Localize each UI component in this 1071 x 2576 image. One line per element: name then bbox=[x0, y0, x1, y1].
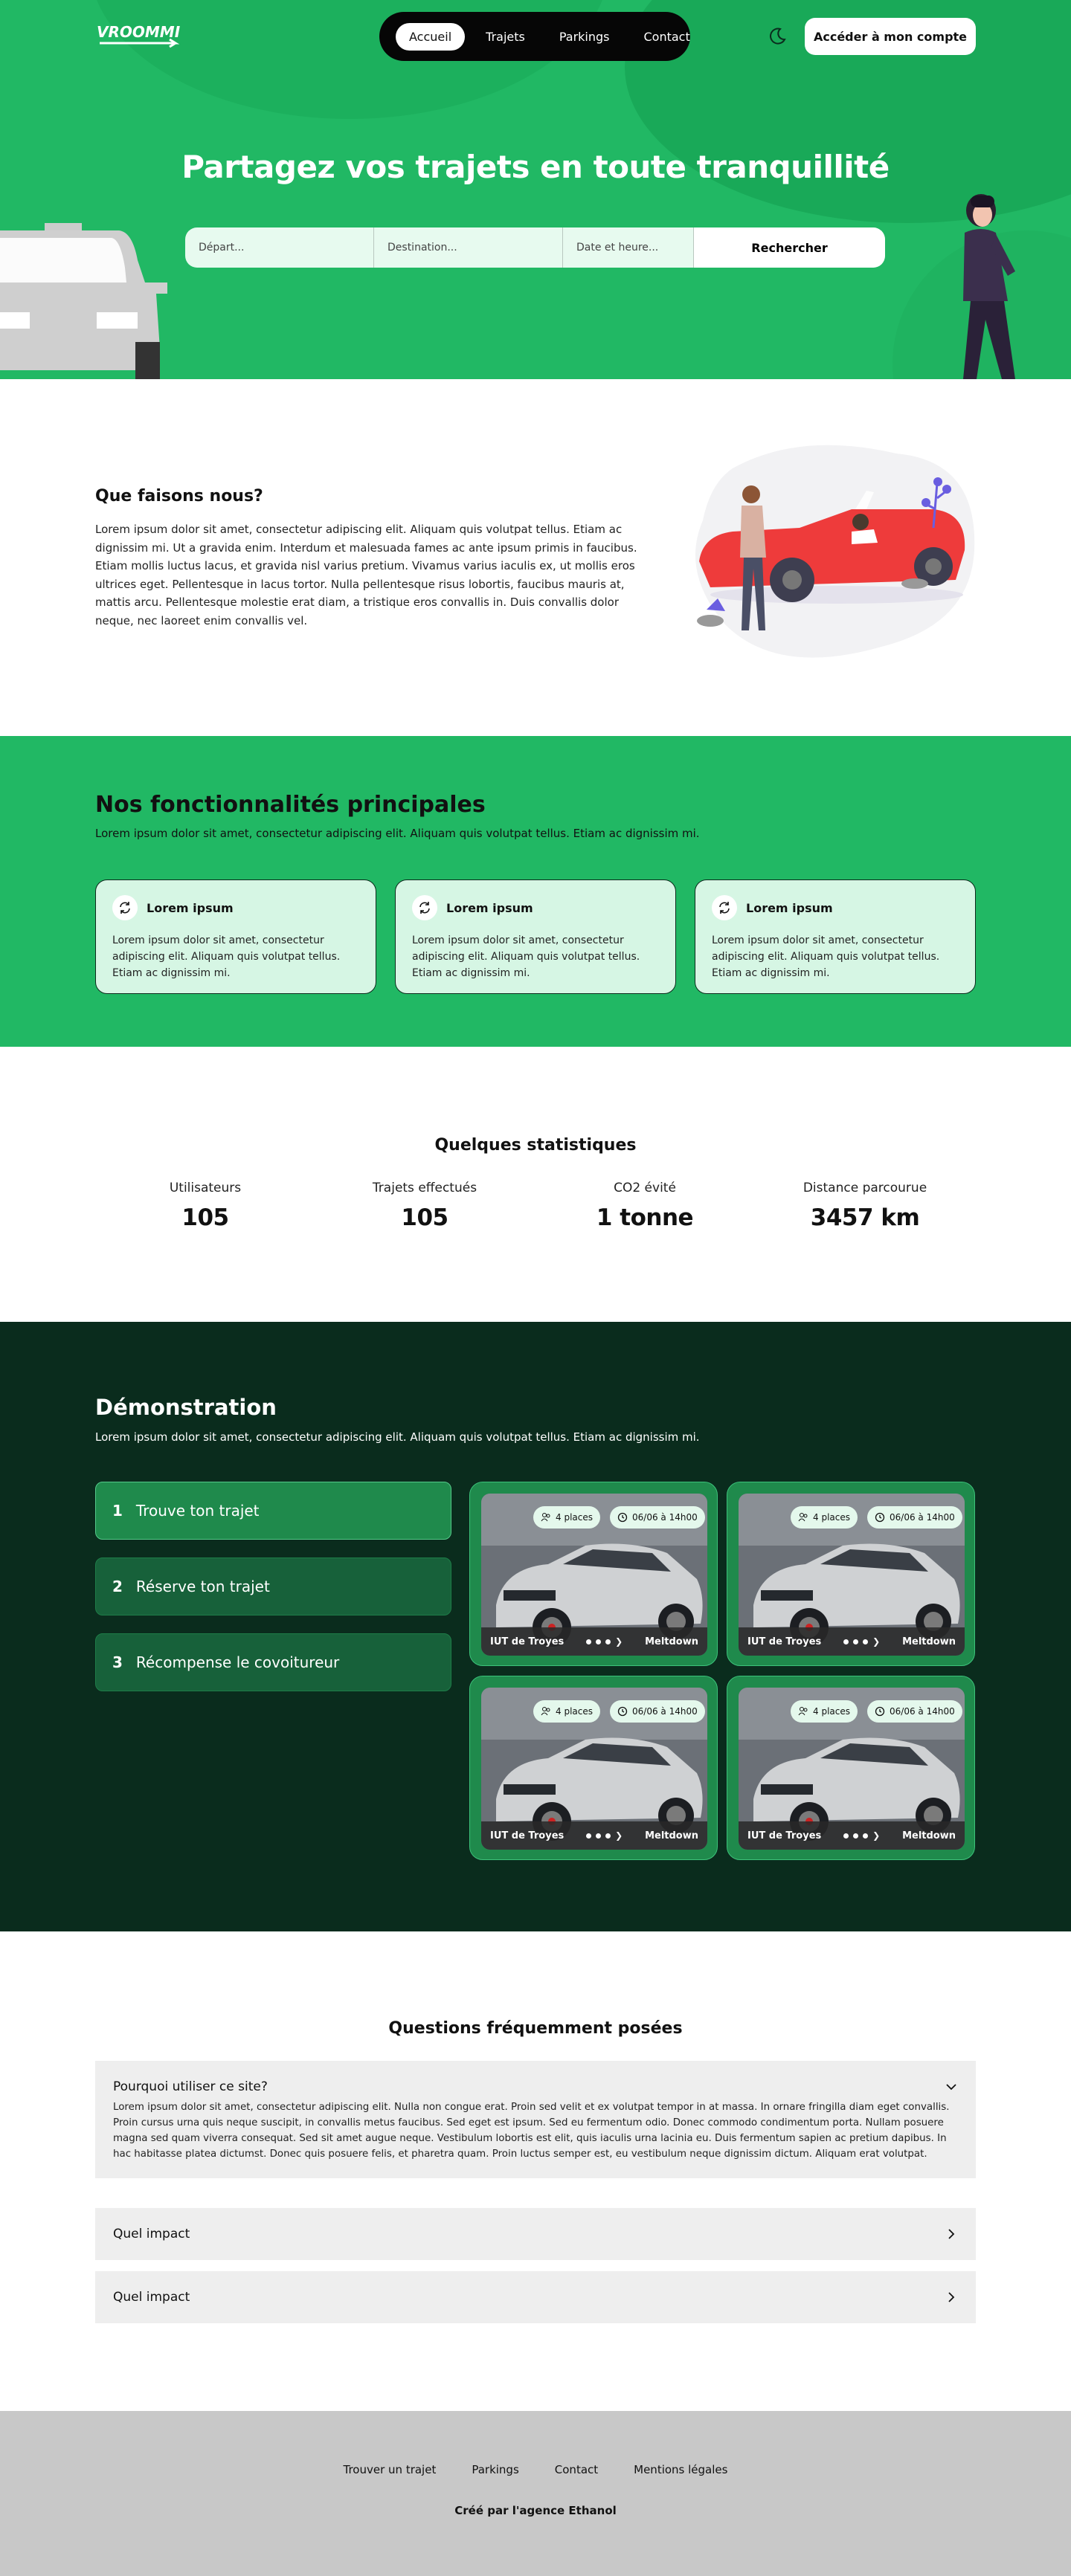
faq-item bbox=[95, 2208, 976, 2260]
route-dots-icon: ❯ bbox=[843, 1636, 880, 1647]
convertible-illustration bbox=[688, 439, 978, 669]
feature-card bbox=[695, 879, 976, 994]
faq-question-text: Quel impact bbox=[113, 2290, 190, 2305]
nav-contact[interactable]: Contact bbox=[643, 29, 690, 44]
about-text: Lorem ipsum dolor sit amet, consectetur adipiscing elit. Aliquam quis volutpat tellus. Etiam ac dignissim mi. Ut a gravida enim. Interdum et malesuada fames ac ante ipsum primis in faucibus. Etiam mollis luctus lacus, et gravida nisl varius pretium. Vivamus varius iaculis ex, ut mollis eros ultrices eget. Pellentesque in lacus tortor. Nulla pellentesque risus lobortis, faucibus mauris at, mattis arcu. Pellentesque molestie erat diam, a tristique eros convallis in. Duis convallis dolor neque, nec laoreet enim convallis vel. bbox=[95, 523, 637, 627]
demo-step-2[interactable] bbox=[95, 1557, 451, 1615]
places-text: 4 places bbox=[813, 1706, 850, 1717]
users-icon bbox=[798, 1706, 808, 1717]
route-bar bbox=[481, 1627, 707, 1656]
feature-card-text: Lorem ipsum dolor sit amet, consectetur adipiscing elit. Aliquam quis volutpat tellus. Etiam ac dignissim mi. bbox=[412, 934, 640, 979]
stat-co2 bbox=[563, 1181, 727, 1231]
logo-text: VROOMMI bbox=[97, 23, 181, 41]
route-from: IUT de Troyes bbox=[747, 1830, 822, 1841]
demo-step-3[interactable] bbox=[95, 1633, 451, 1691]
users-icon bbox=[541, 1706, 551, 1717]
footer-link-parkings[interactable]: Parkings bbox=[472, 2463, 519, 2476]
datetime-badge bbox=[867, 1700, 962, 1723]
footer bbox=[0, 2411, 1071, 2576]
stat-value: 1 tonne bbox=[596, 1204, 694, 1231]
places-text: 4 places bbox=[813, 1512, 850, 1523]
trip-card[interactable] bbox=[469, 1482, 718, 1666]
faq-section bbox=[0, 1931, 1071, 2411]
places-badge bbox=[533, 1506, 600, 1529]
faq-question[interactable] bbox=[95, 2271, 976, 2323]
nav-parkings[interactable]: Parkings bbox=[559, 29, 610, 44]
route-to: Meltdown bbox=[902, 1636, 956, 1647]
route-from: IUT de Troyes bbox=[490, 1636, 565, 1647]
feature-card-text: Lorem ipsum dolor sit amet, consectetur adipiscing elit. Aliquam quis volutpat tellus. Etiam ac dignissim mi. bbox=[712, 934, 940, 979]
main-nav bbox=[379, 12, 690, 61]
stats-title: Quelques statistiques bbox=[434, 1136, 637, 1155]
about-title: Que faisons nous? bbox=[95, 487, 263, 506]
users-icon bbox=[798, 1512, 808, 1523]
stat-value: 105 bbox=[401, 1204, 448, 1231]
trip-card[interactable] bbox=[727, 1482, 975, 1666]
feature-card bbox=[95, 879, 376, 994]
clock-icon bbox=[617, 1512, 628, 1523]
faq-question-text: Quel impact bbox=[113, 2227, 190, 2241]
search-button[interactable]: Rechercher bbox=[694, 227, 885, 268]
chevron-right-icon bbox=[945, 2291, 958, 2304]
datetime-text: 06/06 à 14h00 bbox=[632, 1706, 698, 1717]
features-title: Nos fonctionnalités principales bbox=[95, 792, 486, 818]
places-text: 4 places bbox=[556, 1512, 593, 1523]
demo-title: Démonstration bbox=[95, 1395, 277, 1420]
demo-subtitle: Lorem ipsum dolor sit amet, consectetur adipiscing elit. Aliquam quis volutpat tellus. Etiam ac dignissim mi. bbox=[95, 1430, 700, 1444]
feature-card-title: Lorem ipsum bbox=[446, 900, 533, 915]
trip-card-image bbox=[739, 1688, 965, 1850]
feature-card-title: Lorem ipsum bbox=[147, 900, 234, 915]
datetime-text: 06/06 à 14h00 bbox=[890, 1512, 955, 1523]
route-bar bbox=[481, 1821, 707, 1850]
footer-credit: Créé par l'agence Ethanol bbox=[454, 2504, 617, 2517]
account-button[interactable]: Accéder à mon compte bbox=[805, 18, 976, 55]
faq-question[interactable] bbox=[95, 2208, 976, 2260]
destination-input[interactable] bbox=[374, 227, 563, 268]
stat-trips bbox=[343, 1181, 506, 1231]
features-subtitle: Lorem ipsum dolor sit amet, consectetur adipiscing elit. Aliquam quis volutpat tellus. Etiam ac dignissim mi. bbox=[95, 827, 700, 840]
refresh-icon bbox=[712, 895, 737, 920]
feature-card bbox=[395, 879, 676, 994]
route-bar bbox=[739, 1627, 965, 1656]
feature-card-text: Lorem ipsum dolor sit amet, consectetur adipiscing elit. Aliquam quis volutpat tellus. Etiam ac dignissim mi. bbox=[112, 934, 341, 979]
faq-title: Questions fréquemment posées bbox=[388, 2019, 683, 2038]
demo-section bbox=[0, 1322, 1071, 1931]
stat-label: CO2 évité bbox=[614, 1181, 676, 1195]
datetime-badge bbox=[610, 1506, 705, 1529]
stat-value: 105 bbox=[181, 1204, 229, 1231]
datetime-badge bbox=[867, 1506, 962, 1529]
datetime-text: 06/06 à 14h00 bbox=[632, 1512, 698, 1523]
hero-section bbox=[0, 0, 1071, 379]
step-number: 1 bbox=[112, 1502, 123, 1520]
faq-question-text: Pourquoi utiliser ce site? bbox=[113, 2079, 268, 2094]
clock-icon bbox=[875, 1706, 885, 1717]
route-to: Meltdown bbox=[902, 1830, 956, 1841]
about-section bbox=[0, 379, 1071, 736]
route-dots-icon: ❯ bbox=[586, 1830, 623, 1841]
places-text: 4 places bbox=[556, 1706, 593, 1717]
refresh-icon bbox=[412, 895, 437, 920]
places-badge bbox=[533, 1700, 600, 1723]
demo-step-1[interactable] bbox=[95, 1482, 451, 1540]
users-icon bbox=[541, 1512, 551, 1523]
trip-card-image bbox=[481, 1688, 707, 1850]
nav-accueil[interactable]: Accueil bbox=[396, 23, 465, 51]
moon-icon[interactable] bbox=[766, 25, 788, 48]
trip-card[interactable] bbox=[727, 1676, 975, 1860]
step-number: 2 bbox=[112, 1578, 123, 1595]
stat-value: 3457 km bbox=[810, 1204, 920, 1231]
stat-label: Trajets effectués bbox=[372, 1181, 477, 1195]
route-to: Meltdown bbox=[645, 1636, 698, 1647]
departure-input[interactable] bbox=[185, 227, 374, 268]
stat-label: Utilisateurs bbox=[169, 1181, 242, 1195]
route-dots-icon: ❯ bbox=[586, 1636, 623, 1647]
footer-link-find-trip[interactable]: Trouver un trajet bbox=[343, 2463, 437, 2476]
route-from: IUT de Troyes bbox=[747, 1636, 822, 1647]
route-bar bbox=[739, 1821, 965, 1850]
search-bar bbox=[185, 227, 885, 268]
logo[interactable] bbox=[95, 19, 192, 52]
features-section bbox=[0, 736, 1071, 1047]
footer-link-contact[interactable]: Contact bbox=[554, 2463, 599, 2476]
hero-title: Partagez vos trajets en toute tranquillité bbox=[181, 149, 890, 185]
clock-icon bbox=[617, 1706, 628, 1717]
faq-item-open bbox=[95, 2061, 976, 2178]
stat-users bbox=[123, 1181, 287, 1231]
trip-card-image bbox=[481, 1494, 707, 1656]
places-badge bbox=[791, 1700, 858, 1723]
route-from: IUT de Troyes bbox=[490, 1830, 565, 1841]
footer-link-legal[interactable]: Mentions légales bbox=[634, 2463, 728, 2476]
route-to: Meltdown bbox=[645, 1830, 698, 1841]
clock-icon bbox=[875, 1512, 885, 1523]
datetime-badge bbox=[610, 1700, 705, 1723]
car-illustration bbox=[0, 223, 171, 379]
person-illustration bbox=[933, 190, 1030, 379]
trip-card[interactable] bbox=[469, 1676, 718, 1860]
stats-section bbox=[0, 1047, 1071, 1322]
step-label: Récompense le covoitureur bbox=[135, 1653, 340, 1671]
refresh-icon bbox=[112, 895, 138, 920]
trip-card-image bbox=[739, 1494, 965, 1656]
chevron-right-icon bbox=[945, 2227, 958, 2241]
nav-trajets[interactable]: Trajets bbox=[486, 29, 525, 44]
datetime-text: 06/06 à 14h00 bbox=[890, 1706, 955, 1717]
faq-answer: Lorem ipsum dolor sit amet, consectetur adipiscing elit. Nulla non congue erat. Proin sed velit et ex volutpat tempor in at massa. In ornare fringilla diam eget convallis. Proin cursus urna quis neque suscipit, in convallis metus faucibus. Sed eget est ipsum. Sed eu fermentum odio. Donec commodo condimentum porta. Nullam posuere magna sed quam viverra consequat. Sed sit amet augue neque. Vestibulum lobortis est elit, quis iaculis urna lacinia eu. Duis fermentum sapien ac pretium dapibus. In hac habitasse platea dictumst. Donec quis posuere felis, et pharetra quam. Proin luctus semper est, eu vestibulum neque dignissim dictum. Aliquam erat volutpat. bbox=[113, 2102, 950, 2160]
faq-item bbox=[95, 2271, 976, 2323]
places-badge bbox=[791, 1506, 858, 1529]
route-dots-icon: ❯ bbox=[843, 1830, 880, 1841]
stat-label: Distance parcourue bbox=[803, 1181, 927, 1195]
stat-distance bbox=[783, 1181, 947, 1231]
footer-links bbox=[0, 2463, 1071, 2476]
step-number: 3 bbox=[112, 1653, 123, 1671]
step-label: Réserve ton trajet bbox=[135, 1578, 270, 1595]
chevron-down-icon bbox=[945, 2080, 958, 2094]
datetime-input[interactable] bbox=[563, 227, 694, 268]
step-label: Trouve ton trajet bbox=[135, 1502, 260, 1520]
feature-card-title: Lorem ipsum bbox=[746, 900, 833, 915]
